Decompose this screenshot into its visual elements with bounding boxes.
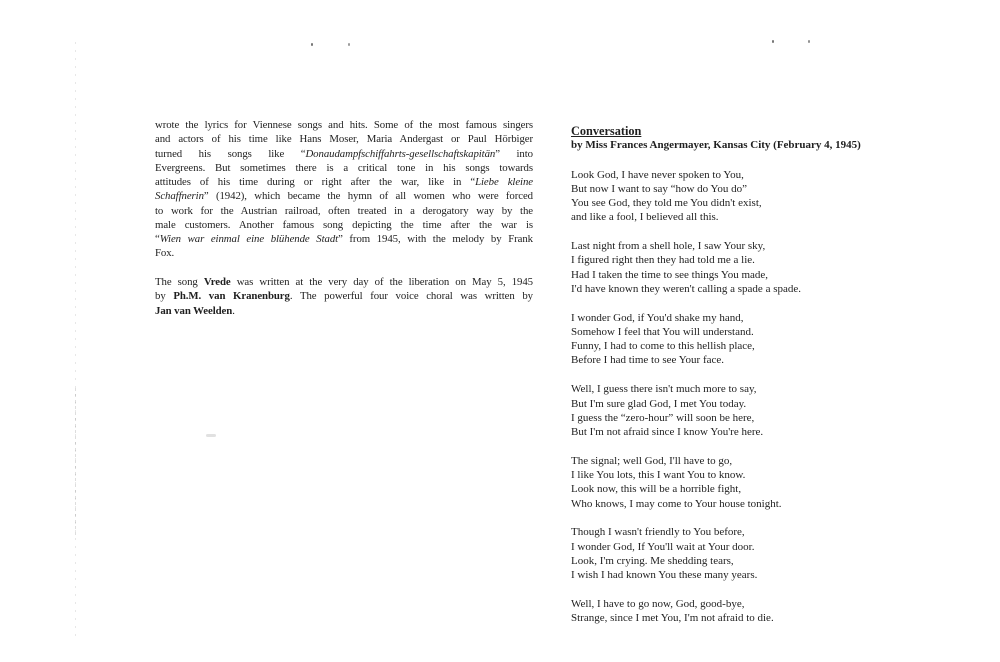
- poem-line: But I'm not afraid since I know You're here.: [571, 426, 764, 439]
- text-line: turned his songs like “Donaudampfschiffahrts-gesellschaftskapitän” into: [155, 147, 533, 160]
- text-line: attitudes of his time during or right after the war, like in “Liebe kleine: [155, 176, 533, 188]
- poem-line: Before I had time to see Your face.: [571, 354, 725, 367]
- poem-line: But now I want to say “how do You do”: [571, 182, 747, 195]
- scan-binding-dotted-line: [75, 42, 76, 638]
- poem-line: I wonder God, if You'd shake my hand,: [571, 311, 744, 324]
- text-line: The song Vrede was written at the very day of the liberation on May 5, 1945: [155, 276, 533, 288]
- scan-smudge: [206, 434, 216, 437]
- poem-line: You see God, they told me You didn't exist,: [571, 197, 762, 209]
- poem-stanza: [571, 525, 881, 582]
- scan-binding-dotted-line-dense: [75, 388, 76, 538]
- poem-column: [571, 124, 881, 640]
- poem-line: Last night from a shell hole, I saw Your sky,: [571, 240, 766, 253]
- text-line: by Ph.M. van Kranenburg. The powerful four voice choral was written by: [155, 290, 533, 303]
- poem-line: I guess the “zero-hour” will soon be here,: [571, 411, 755, 424]
- text-line: male customers. Another famous song depicting the time after the war is: [155, 218, 533, 231]
- poem-line: I like You lots, this I want You to know.: [571, 469, 746, 482]
- poem-line: Look, I'm crying. Me shedding tears,: [571, 554, 734, 567]
- poem-line: I wish I had known You these many years.: [571, 569, 758, 582]
- poem-title: Conversation: [571, 124, 642, 138]
- poem-line: Though I wasn't friendly to You before,: [571, 526, 745, 539]
- paragraph-viennese-songs: [155, 118, 533, 261]
- poem-line: Look God, I have never spoken to You,: [571, 168, 744, 181]
- poem-line: I figured right then they had told me a lie.: [571, 254, 755, 267]
- poem-line: Funny, I had to come to this hellish place,: [571, 340, 755, 353]
- text-line: Jan van Weelden.: [155, 304, 235, 317]
- text-line: Schaffnerin” (1942), which became the hymn of all women who were forced: [155, 190, 533, 203]
- poem-line: Well, I guess there isn't much more to say,: [571, 383, 757, 396]
- text-line: Evergreens. But sometimes there is a critical tone in his songs towards: [155, 161, 533, 174]
- poem-line: I'd have known they weren't calling a spade a spade.: [571, 282, 801, 295]
- poem-stanza: [571, 382, 881, 439]
- text-line: “Wien war einmal eine blühende Stadt” from 1945, with the melody by Frank: [155, 233, 533, 245]
- scan-dust-speck: [772, 40, 774, 43]
- text-line: to work for the Austrian railroad, often treated in a derogatory way by the: [155, 204, 533, 217]
- text-line: and actors of his time like Hans Moser, Maria Andergast or Paul Hörbiger: [155, 133, 533, 146]
- poem-line: The signal; well God, I'll have to go,: [571, 454, 733, 467]
- poem-stanza: [571, 239, 881, 296]
- text-line: Fox.: [155, 247, 175, 260]
- poem-stanza: [571, 454, 881, 511]
- poem-line: and like a fool, I believed all this.: [571, 211, 719, 224]
- poem-stanza: [571, 311, 881, 368]
- poem-line: Well, I have to go now, God, good-bye,: [571, 598, 745, 611]
- paragraph-song-vrede: [155, 275, 533, 318]
- scan-dust-speck: [808, 40, 810, 43]
- scan-dust-speck: [348, 43, 350, 46]
- poem-line: Who knows, I may come to Your house tonight.: [571, 497, 782, 510]
- poem-line: Strange, since I met You, I'm not afraid to die.: [571, 612, 774, 625]
- poem-stanza: [571, 168, 881, 225]
- text-line: wrote the lyrics for Viennese songs and hits. Some of the most famous singers: [155, 119, 533, 131]
- left-text-column: [155, 118, 533, 332]
- poem-line: But I'm sure glad God, I met You today.: [571, 397, 747, 410]
- poem-line: Look now, this will be a horrible fight,: [571, 483, 742, 496]
- poem-line: Somehow I feel that You will understand.: [571, 325, 754, 338]
- poem-line: I wonder God, If You'll wait at Your door.: [571, 540, 755, 553]
- scan-dust-speck: [311, 43, 313, 46]
- poem-byline: by Miss Frances Angermayer, Kansas City (February 4, 1945): [571, 139, 861, 152]
- poem-stanzas: [571, 168, 881, 626]
- poem-stanza: [571, 597, 881, 626]
- poem-line: Had I taken the time to see things You made,: [571, 268, 769, 281]
